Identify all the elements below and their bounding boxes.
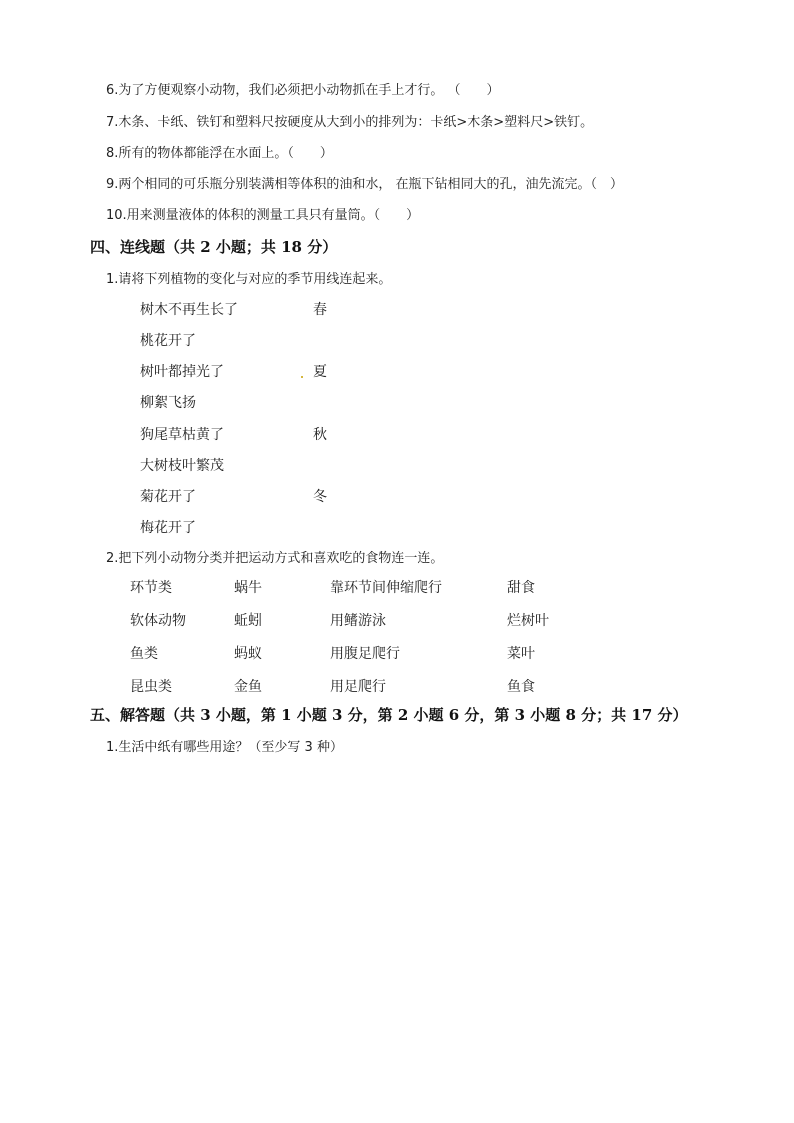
q2-food: 鱼食 (507, 679, 535, 695)
q1-left-item: 狗尾草枯黄了 (140, 427, 224, 443)
section-5-title: 五、解答题（共 3 小题，第 1 小题 3 分，第 2 小题 6 分，第 3 小题 8 分；共 17 分） (90, 706, 688, 724)
q2-category: 鱼类 (130, 646, 158, 662)
section-4-title: 四、连线题（共 2 小题；共 18 分） (90, 238, 338, 256)
tf-question-6: 6.为了方便观察小动物，我们必须把小动物抓在手上才行。 （ ） (106, 83, 500, 98)
q1-season-winter: 冬 (313, 489, 327, 505)
q1-season-spring: 春 (313, 302, 327, 318)
tf-question-9: 9.两个相同的可乐瓶分别装满相等体积的油和水， 在瓶下钻相同大的孔，油先流完。（ ） (106, 177, 624, 192)
matching-q1-prompt: 1.请将下列植物的变化与对应的季节用线连起来。 (106, 272, 392, 287)
q1-left-item: 树叶都掉光了 (140, 364, 224, 380)
stray-mark (301, 376, 303, 378)
q2-food: 烂树叶 (507, 613, 549, 629)
q1-left-item: 梅花开了 (140, 520, 196, 536)
tf-question-8: 8.所有的物体都能浮在水面上。（ ） (106, 146, 333, 161)
q2-animal: 金鱼 (234, 679, 262, 695)
matching-q2-prompt: 2.把下列小动物分类并把运动方式和喜欢吃的食物连一连。 (106, 551, 444, 566)
q2-movement: 用足爬行 (330, 679, 386, 695)
q2-category: 昆虫类 (130, 679, 172, 695)
q2-category: 环节类 (130, 580, 172, 596)
q2-movement: 靠环节间伸缩爬行 (330, 580, 442, 596)
q2-movement: 用腹足爬行 (330, 646, 400, 662)
q1-left-item: 菊花开了 (140, 489, 196, 505)
q2-movement: 用鳍游泳 (330, 613, 386, 629)
q1-left-item: 柳絮飞扬 (140, 395, 196, 411)
tf-question-7: 7.木条、卡纸、铁钉和塑料尺按硬度从大到小的排列为：卡纸>木条>塑料尺>铁钉。 (106, 115, 594, 130)
q1-left-item: 树木不再生长了 (140, 302, 238, 318)
q2-animal: 蚂蚁 (234, 646, 262, 662)
q2-animal: 蜗牛 (234, 580, 262, 596)
short-answer-q1: 1.生活中纸有哪些用途？（至少写 3 种） (106, 740, 343, 755)
q1-season-autumn: 秋 (313, 427, 327, 443)
q1-left-item: 桃花开了 (140, 333, 196, 349)
q1-left-item: 大树枝叶繁茂 (140, 458, 224, 474)
q2-food: 菜叶 (507, 646, 535, 662)
q2-animal: 蚯蚓 (234, 613, 262, 629)
q1-season-summer: 夏 (313, 364, 327, 380)
tf-question-10: 10.用来测量液体的体积的测量工具只有量筒。（ ） (106, 208, 420, 223)
q2-category: 软体动物 (130, 613, 186, 629)
q2-food: 甜食 (507, 580, 535, 596)
